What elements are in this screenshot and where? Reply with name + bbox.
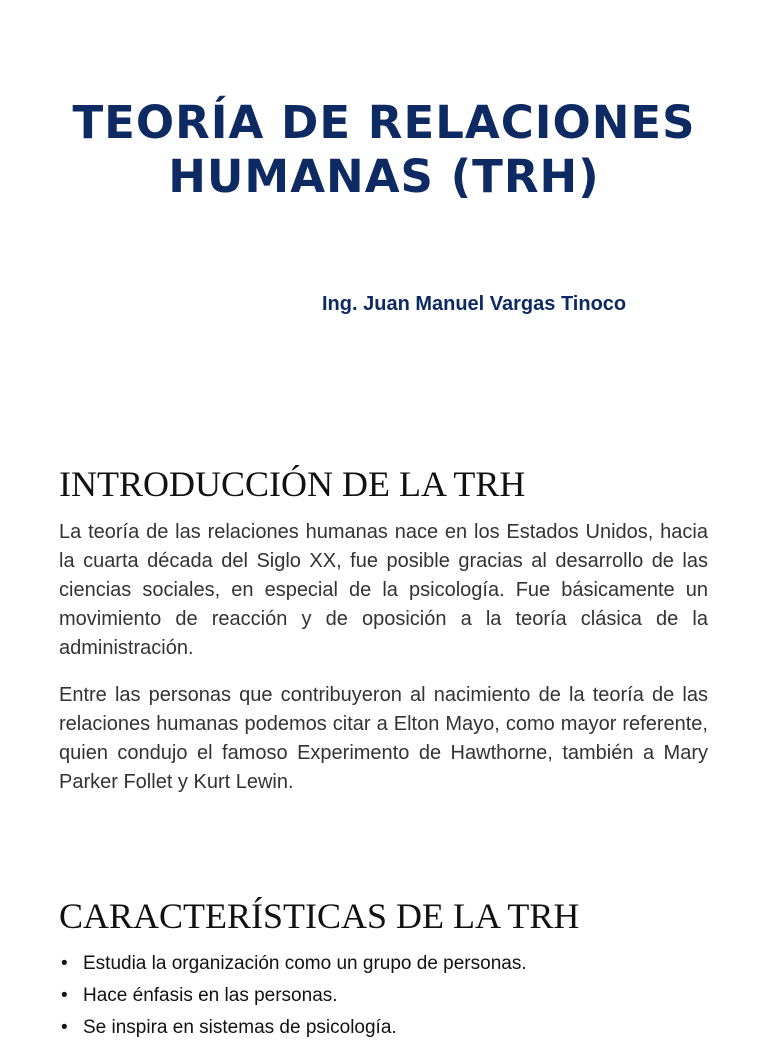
author-name: Ing. Juan Manuel Vargas Tinoco [322,293,627,315]
list-item-text: Se inspira en sistemas de psicología. [83,1017,397,1038]
introduction-heading: INTRODUCCIÓN DE LA TRH [59,464,526,504]
list-item [59,980,719,1012]
list-item-text: Hace énfasis en las personas. [83,985,338,1006]
main-title [0,96,768,204]
characteristics-list [59,948,719,1044]
list-item [59,948,719,980]
list-item-text: Estudia la organización como un grupo de personas. [83,953,527,974]
introduction-paragraph-2: Entre las personas que contribuyeron al nacimiento de la teoría de las relaciones humanas podemos citar a Elton Mayo, como mayor referente, quien condujo el famoso Experimento de Hawthorne, también a Mary Parker Follet y Kurt Lewin. [59,684,708,793]
main-title-line-1: TEORÍA DE RELACIONES [72,96,696,149]
main-title-line-2: HUMANAS (TRH) [168,150,600,203]
bullet-icon: • [61,985,68,1006]
introduction-paragraph-1: La teoría de las relaciones humanas nace en los Estados Unidos, hacia la cuarta década del Siglo XX, fue posible gracias al desarrollo de las ciencias sociales, en especial de la psicología. Fue básicamente un movimiento de reacción y de oposición a la teoría clásica de la administración. [59,521,708,659]
characteristics-heading: CARACTERÍSTICAS DE LA TRH [59,896,580,936]
bullet-icon: • [61,1017,68,1038]
bullet-icon: • [61,953,68,974]
list-item [59,1012,719,1044]
